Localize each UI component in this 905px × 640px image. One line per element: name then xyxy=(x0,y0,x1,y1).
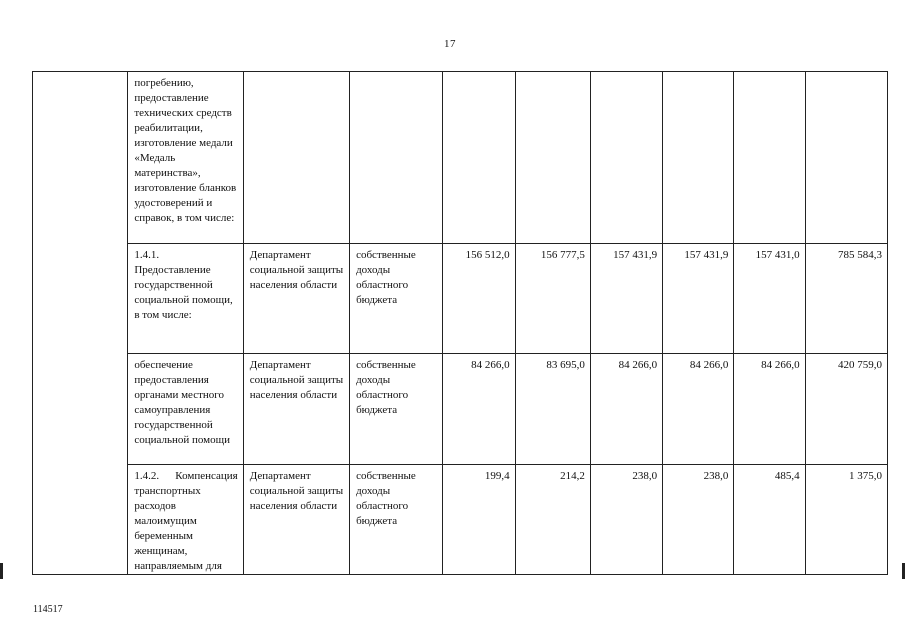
executor-cell: Департамент социальной защиты населения области xyxy=(243,244,349,354)
value-cell: 84 266,0 xyxy=(734,354,805,465)
value-cell: 84 266,0 xyxy=(663,354,734,465)
budget-table xyxy=(32,71,888,575)
continuation-cell: погребению, предоставление технических средств реабилитации, изготовление медали «Медаль материнства», изготовление бланков удостоверений и справок, в том числе: xyxy=(128,72,243,244)
value-cell: 238,0 xyxy=(663,465,734,575)
table-row xyxy=(33,244,888,354)
scan-margin-mark xyxy=(0,563,3,579)
row-name-cell: обеспечение предоставления органами местного самоуправления государственной социальной помощи xyxy=(128,354,243,465)
executor-cell: Департамент социальной защиты населения области xyxy=(243,465,349,575)
page-number: 17 xyxy=(444,38,456,50)
value-cell: 238,0 xyxy=(590,465,662,575)
source-cell: собственные доходы областного бюджета xyxy=(350,465,443,575)
total-cell: 420 759,0 xyxy=(805,354,887,465)
value-cell: 199,4 xyxy=(443,465,515,575)
value-cell: 157 431,9 xyxy=(663,244,734,354)
table-row xyxy=(33,465,888,575)
total-cell: 785 584,3 xyxy=(805,244,887,354)
table-row xyxy=(33,354,888,465)
total-cell: 1 375,0 xyxy=(805,465,887,575)
value-cell: 485,4 xyxy=(734,465,805,575)
value-cell: 157 431,9 xyxy=(590,244,662,354)
blank-number-column xyxy=(33,72,128,575)
value-cell: 84 266,0 xyxy=(443,354,515,465)
source-cell: собственные доходы областного бюджета xyxy=(350,244,443,354)
value-cell: 84 266,0 xyxy=(590,354,662,465)
value-cell: 156 777,5 xyxy=(515,244,590,354)
value-cell: 157 431,0 xyxy=(734,244,805,354)
row-name-cell: 1.4.1. Предоставление государственной социальной помощи, в том числе: xyxy=(128,244,243,354)
table-row xyxy=(33,72,888,244)
row-name-cell: 1.4.2. Компенсация транспортных расходов малоимущим беременным женщинам, направляемым для xyxy=(128,465,243,575)
value-cell: 83 695,0 xyxy=(515,354,590,465)
document-code: 114517 xyxy=(33,604,63,615)
source-cell: собственные доходы областного бюджета xyxy=(350,354,443,465)
value-cell: 214,2 xyxy=(515,465,590,575)
executor-cell: Департамент социальной защиты населения области xyxy=(243,354,349,465)
value-cell: 156 512,0 xyxy=(443,244,515,354)
